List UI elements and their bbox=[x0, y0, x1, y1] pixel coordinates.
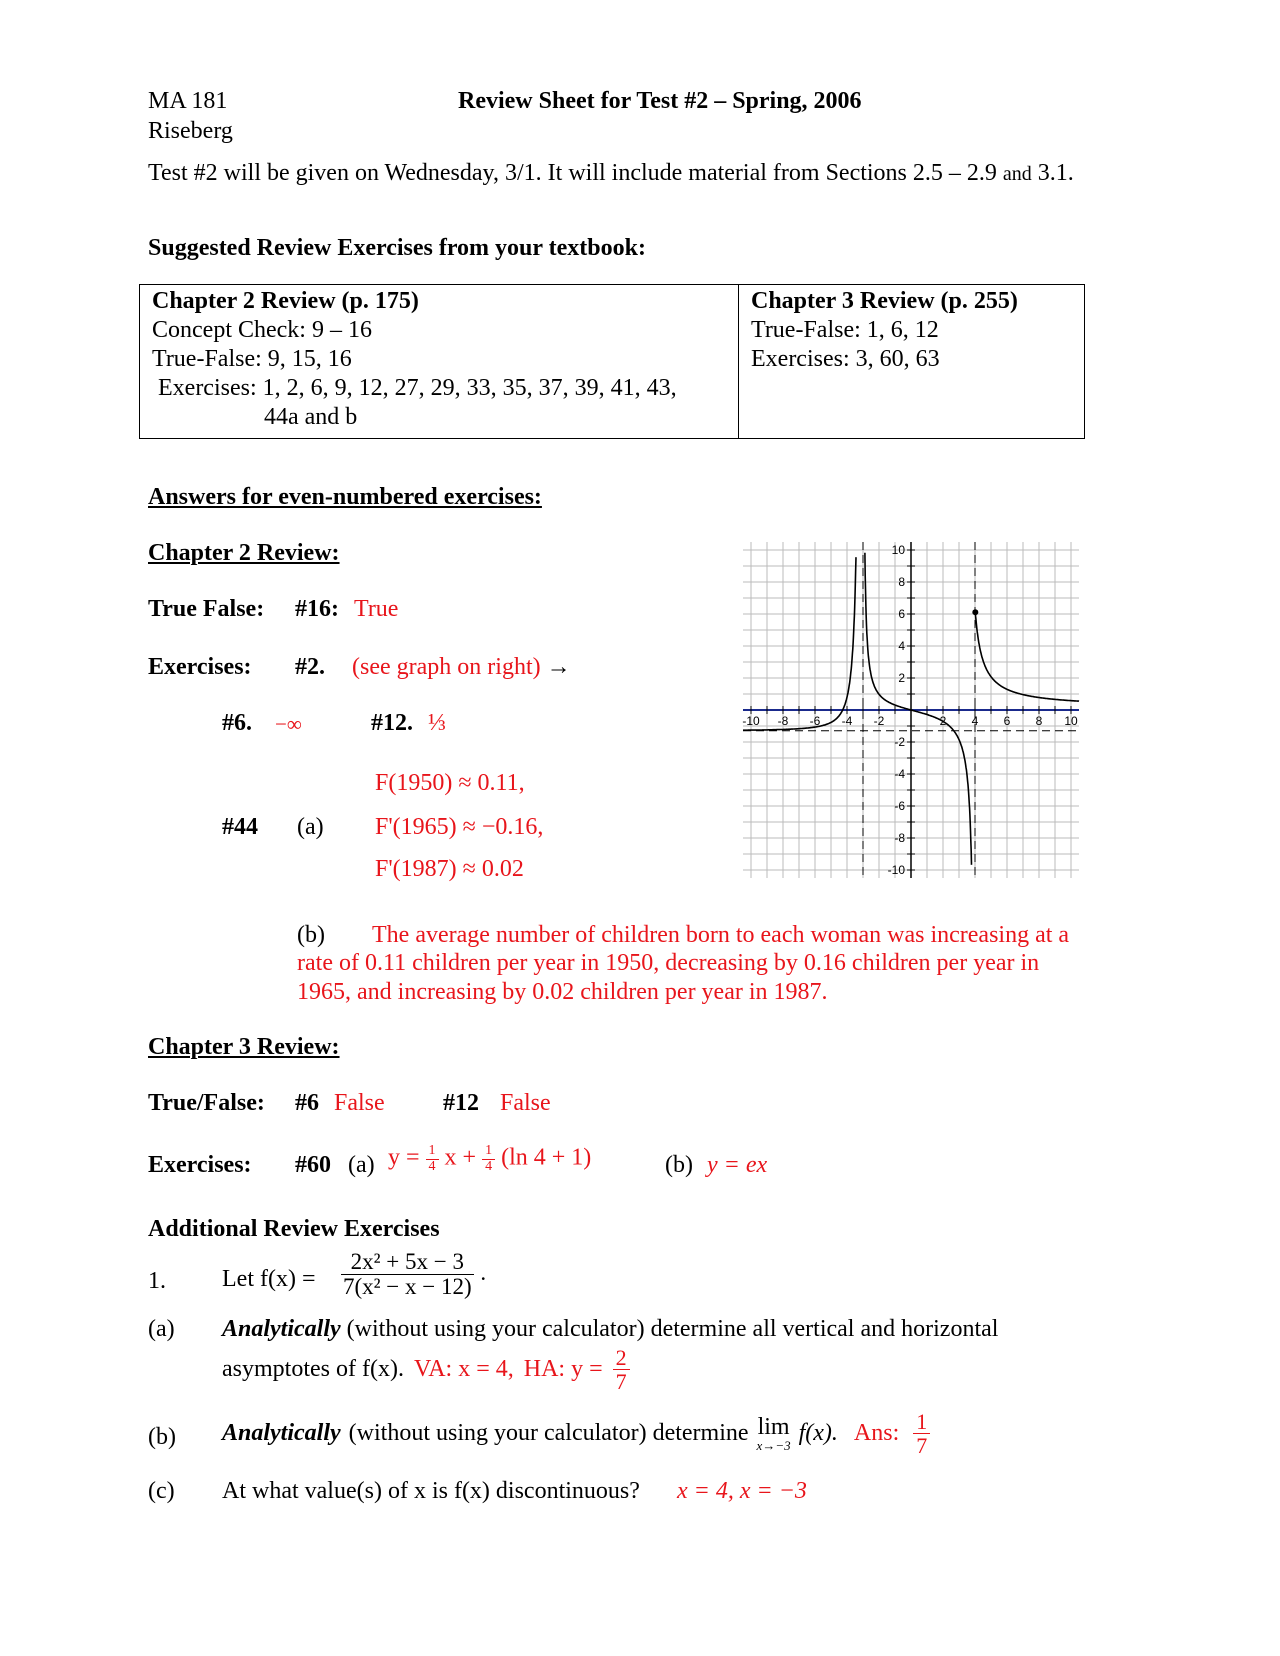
part-b-ans-label: Ans: bbox=[853, 1420, 900, 1447]
part-b-fx: f(x). bbox=[798, 1420, 838, 1447]
y-tick-label: 2 bbox=[898, 671, 905, 685]
x-tick-label: 6 bbox=[1003, 714, 1011, 728]
ch2-ex2-answer-text: (see graph on right) bbox=[352, 654, 541, 680]
y-tick-label: 10 bbox=[891, 543, 905, 557]
ch2-ex44-part-b: (b) bbox=[297, 922, 325, 948]
ch3-ex60-part-a: (a) bbox=[348, 1152, 375, 1178]
ch2-truefalse-label: True False: bbox=[148, 596, 265, 622]
review-exercises-table bbox=[139, 284, 1085, 439]
ch3-ex60-a-mid: x + bbox=[444, 1144, 477, 1171]
intro-end: 3.1. bbox=[1037, 160, 1074, 186]
x-tick-label: -2 bbox=[873, 714, 885, 728]
part-b-limit bbox=[757, 1415, 791, 1452]
ch2-tf16-number: #16: bbox=[295, 596, 339, 622]
x-tick-label: 4 bbox=[971, 714, 979, 728]
ch2-ex6-number: #6. bbox=[222, 710, 252, 736]
ch2-ex44-number: #44 bbox=[222, 814, 258, 840]
ch2-ex12-answer: ⅓ bbox=[428, 710, 446, 736]
ch3-ex60-a-frac1-num: 1 bbox=[426, 1144, 439, 1160]
suggested-heading: Suggested Review Exercises from your textbook: bbox=[148, 235, 646, 261]
ch3-ex60-a-frac2-den: 4 bbox=[485, 1158, 493, 1174]
y-tick-label: -10 bbox=[887, 863, 905, 877]
ch3-ex60-part-b: (b) bbox=[665, 1152, 693, 1178]
y-tick-label: -8 bbox=[894, 831, 905, 845]
ch3-exercises-label: Exercises: bbox=[148, 1152, 252, 1178]
x-tick-label: 10 bbox=[1064, 714, 1078, 728]
ch2-ex44-b-line1: The average number of children born to each woman was increasing at a bbox=[372, 922, 1070, 948]
problem1-period: . bbox=[480, 1259, 487, 1285]
ch2-ex44-line2: F'(1965) ≈ −0.16, bbox=[375, 814, 544, 840]
problem1-let: Let f(x) = bbox=[222, 1266, 316, 1292]
additional-heading: Additional Review Exercises bbox=[148, 1216, 440, 1242]
ch3-ex60-a-post: (ln 4 + 1) bbox=[501, 1144, 592, 1171]
part-a-ha: HA: y = bbox=[523, 1356, 603, 1383]
part-b-lim: lim bbox=[757, 1414, 790, 1441]
ch2-ex2-number: #2. bbox=[295, 654, 325, 680]
part-b-line bbox=[222, 1410, 930, 1457]
ch2-ex44-part-a: (a) bbox=[297, 814, 324, 840]
ch3-tf6-answer: False bbox=[334, 1090, 385, 1116]
chapter2-answers-heading: Chapter 2 Review: bbox=[148, 540, 340, 566]
x-tick-label: -4 bbox=[841, 714, 853, 728]
part-a-ha-den: 7 bbox=[615, 1369, 627, 1395]
ch3-tf12-number: #12 bbox=[443, 1090, 479, 1116]
ch2-exercises-label: Exercises: bbox=[148, 654, 252, 680]
part-a-rest: (without using your calculator) determine all vertical and horizontal bbox=[346, 1316, 999, 1342]
chapter2-exercises-cont: 44a and b bbox=[264, 404, 358, 430]
curve-middle-branch bbox=[865, 553, 972, 865]
part-c-answer: x = 4, x = −3 bbox=[677, 1478, 807, 1504]
part-c-text: At what value(s) of x is f(x) discontinuous? bbox=[222, 1478, 640, 1504]
intro-line bbox=[148, 160, 1074, 187]
ch3-ex60-a-frac2 bbox=[482, 1144, 495, 1174]
ch3-ex60-a-frac1 bbox=[426, 1144, 439, 1174]
problem1-fraction bbox=[340, 1250, 486, 1299]
ch3-tf12-answer: False bbox=[500, 1090, 551, 1116]
part-a-va: VA: x = 4, bbox=[413, 1356, 514, 1383]
ch3-tf6-number: #6 bbox=[295, 1090, 319, 1116]
part-a-line2 bbox=[222, 1346, 630, 1393]
course-code: MA 181 bbox=[148, 88, 228, 114]
part-b-rest: (without using your calculator) determine bbox=[348, 1420, 749, 1447]
ch3-ex60-a-answer bbox=[388, 1144, 591, 1174]
document-title: Review Sheet for Test #2 – Spring, 2006 bbox=[458, 88, 862, 114]
problem1-number: 1. bbox=[148, 1268, 166, 1294]
answers-heading: Answers for even-numbered exercises: bbox=[148, 484, 542, 510]
part-b-lim-sub: x→−3 bbox=[756, 1438, 791, 1454]
part-b-ans-den: 7 bbox=[916, 1433, 928, 1459]
y-tick-label: 8 bbox=[898, 575, 905, 589]
chapter3-answers-heading: Chapter 3 Review: bbox=[148, 1034, 340, 1060]
ch2-tf16-answer: True bbox=[354, 596, 399, 622]
ch3-ex60-b-answer: y = ex bbox=[707, 1152, 768, 1178]
chapter2-truefalse: True-False: 9, 15, 16 bbox=[152, 346, 352, 372]
part-a-ha-num: 2 bbox=[613, 1346, 630, 1370]
part-a-asymptotes: asymptotes of f(x). bbox=[222, 1356, 404, 1383]
chapter3-truefalse: True-False: 1, 6, 12 bbox=[751, 317, 939, 343]
part-a-ha-frac bbox=[613, 1346, 630, 1393]
ch3-ex60-number: #60 bbox=[295, 1152, 331, 1178]
chapter3-title: Chapter 3 Review (p. 255) bbox=[751, 288, 1018, 314]
part-a-label: (a) bbox=[148, 1316, 175, 1342]
ch2-ex2-answer bbox=[352, 654, 571, 681]
curve-endpoint-dot bbox=[972, 609, 978, 615]
part-b-label: (b) bbox=[148, 1424, 176, 1450]
x-tick-label: -6 bbox=[809, 714, 821, 728]
problem1-denominator: 7(x² − x − 12) bbox=[343, 1274, 472, 1300]
chapter3-cell bbox=[739, 285, 1085, 439]
part-c-label: (c) bbox=[148, 1478, 175, 1504]
problem1-frac bbox=[340, 1250, 475, 1299]
chapter2-exercises: Exercises: 1, 2, 6, 9, 12, 27, 29, 33, 35, 37, 39, 41, 43, bbox=[158, 375, 677, 401]
ch2-ex44-line1: F(1950) ≈ 0.11, bbox=[375, 770, 525, 796]
x-tick-label: -10 bbox=[742, 714, 760, 728]
part-a-analytically: Analytically bbox=[222, 1316, 341, 1342]
ch3-ex60-a-pre: y = bbox=[388, 1144, 420, 1171]
ch2-ex6-answer: −∞ bbox=[275, 712, 302, 736]
ch2-ex12-number: #12. bbox=[371, 710, 413, 736]
problem1-numerator: 2x² + 5x − 3 bbox=[341, 1250, 474, 1275]
ch3-ex60-a-frac1-den: 4 bbox=[428, 1158, 436, 1174]
ch2-ex44-b-line2: rate of 0.11 children per year in 1950, decreasing by 0.16 children per year in bbox=[297, 950, 1040, 976]
function-graph bbox=[741, 540, 1078, 877]
x-tick-label: 8 bbox=[1035, 714, 1043, 728]
part-b-ans-frac bbox=[913, 1410, 930, 1457]
part-b-analytically: Analytically bbox=[222, 1420, 341, 1447]
x-tick-label: -8 bbox=[777, 714, 789, 728]
intro-main: Test #2 will be given on Wednesday, 3/1. It will include material from Sections 2.5 – 2.9 bbox=[148, 160, 997, 186]
chapter2-cell bbox=[140, 285, 739, 439]
chapter3-exercises: Exercises: 3, 60, 63 bbox=[751, 346, 940, 372]
ch2-ex44-b-line3: 1965, and increasing by 0.02 children per year in 1987. bbox=[297, 979, 828, 1005]
ch3-ex60-a-frac2-num: 1 bbox=[482, 1144, 495, 1160]
instructor-name: Riseberg bbox=[148, 118, 233, 144]
y-tick-label: -6 bbox=[894, 799, 905, 813]
y-tick-label: -2 bbox=[894, 735, 905, 749]
part-a-text bbox=[222, 1316, 998, 1343]
ch3-truefalse-label: True/False: bbox=[148, 1090, 265, 1116]
y-tick-label: 4 bbox=[898, 639, 905, 653]
ch2-ex44-line3: F'(1987) ≈ 0.02 bbox=[375, 856, 524, 882]
part-b-ans-num: 1 bbox=[913, 1410, 930, 1434]
x-tick-label: 2 bbox=[939, 714, 947, 728]
y-tick-label: -4 bbox=[894, 767, 905, 781]
right-arrow-icon: → bbox=[546, 654, 571, 680]
chapter2-concept: Concept Check: 9 – 16 bbox=[152, 317, 372, 343]
chapter2-title: Chapter 2 Review (p. 175) bbox=[152, 288, 419, 314]
intro-and: and bbox=[1002, 163, 1032, 185]
y-tick-label: 6 bbox=[898, 607, 905, 621]
